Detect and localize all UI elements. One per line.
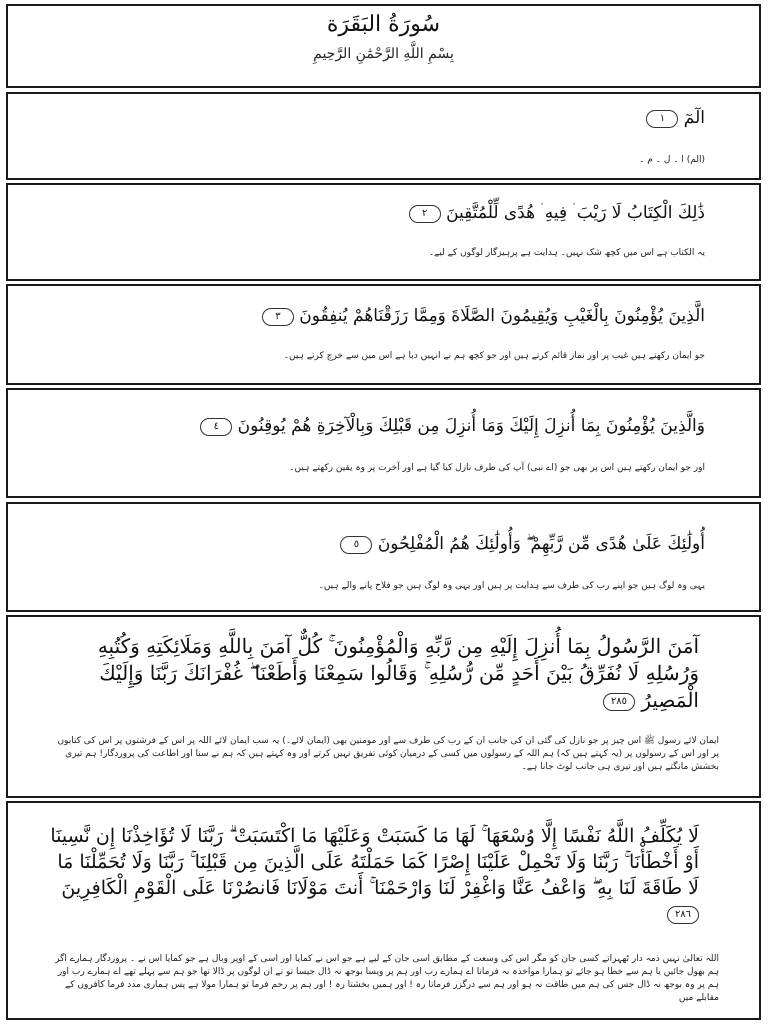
bismillah: بِسْمِ اللَّهِ الرَّحْمَٰنِ الرَّحِيمِ — [313, 46, 454, 62]
ayah-number-1-icon: ١ — [646, 110, 678, 128]
verse-panel-286 — [6, 801, 761, 1020]
verse-285-text: آمَنَ الرَّسُولُ بِمَا أُنزِلَ إِلَيْهِ مِن رَّبِّهِ وَالْمُؤْمِنُونَ ۚ كُلٌّ آمَنَ بِاللَّهِ وَمَلَائِكَتِهِ وَكُتُبِهِ وَرُسُلِهِ لَا نُفَرِّقُ بَيْنَ أَحَدٍ مِّن رُّسُلِهِ ۚ وَقَالُوا سَمِعْنَا وَأَطَعْنَا ۖ غُفْرَانَكَ رَبَّنَا وَإِلَيْكَ الْمَصِيرُ — [97, 634, 699, 712]
verse-5-text: أُولَٰئِكَ عَلَىٰ هُدًى مِّن رَّبِّهِمْ ۖ وَأُولَٰئِكَ هُمُ الْمُفْلِحُونَ — [377, 534, 705, 554]
verse-3-translation: جو ایمان رکھتے ہیں غیب پر اور نماز قائم کرتے ہیں اور جو کچھ ہم نے انہیں دیا ہے اس میں سے خرچ کرتے ہیں۔ — [283, 351, 705, 361]
ayah-number-285-icon: ٢٨٥ — [603, 693, 635, 711]
verse-2-translation: یہ الکتاب ہے اس میں کچھ شک نہیں۔ ہدایت ہے پرہیزگار لوگوں کے لیے۔ — [428, 248, 705, 258]
verse-2-arabic — [403, 203, 705, 223]
verse-1-translation: (الم) ا ۔ ل ۔ م ۔ — [639, 155, 705, 165]
verse-4-arabic — [194, 416, 705, 436]
ayah-number-5-icon: ٥ — [340, 536, 372, 554]
ayah-number-3-icon: ٣ — [262, 308, 294, 326]
verse-3-text: الَّذِينَ يُؤْمِنُونَ بِالْغَيْبِ وَيُقِيمُونَ الصَّلَاةَ وَمِمَّا رَزَقْنَاهُمْ يُنفِقُونَ — [299, 306, 705, 326]
verse-286-translation: اللہ تعالیٰ نہیں ذمہ دار ٹھہراتے کسی جان کو مگر اس کی وسعت کے مطابق اسی جان کے لیے ہے جو اس نے کمایا اور اسی کے اوپر وبال ہے جو کمایا اس نے ۔ پروردگار ہمارے اگر ہم بھول جائیں یا ہم سے خطا ہو جائے تو ہمارا مواخذہ نہ فرمانا اے ہمارے رب اور ہم پر ویسا بوجھ نہ ڈال جیسا تو نے ان لوگوں پر ڈالا تھا جو ہم سے پہلے تھے اے ہمارے رب اور ہم پر وہ بوجھ نہ ڈال جس کی ہم میں طاقت نہ ہو اور ہم سے درگزر فرماتا رہ ! اور ہمیں بخشتا رہ ! اور ہم پر رحم فرما تو ہمارا مولا ہے پس ہماری مدد فرما کافروں کے مقابلے میں — [55, 954, 719, 1003]
verse-1-text: الٓمٓ — [683, 108, 705, 128]
verse-panel-1 — [6, 92, 761, 180]
surah-header-panel — [6, 4, 761, 88]
ayah-number-286-icon: ٢٨٦ — [667, 906, 699, 924]
verse-286-text: لَا يُكَلِّفُ اللَّهُ نَفْسًا إِلَّا وُسْعَهَا ۚ لَهَا مَا كَسَبَتْ وَعَلَيْهَا مَا اكْتَسَبَتْ ۗ رَبَّنَا لَا تُؤَاخِذْنَا إِن نَّسِينَا أَوْ أَخْطَأْنَا ۚ رَبَّنَا وَلَا تَحْمِلْ عَلَيْنَا إِصْرًا كَمَا حَمَلْتَهُ عَلَى الَّذِينَ مِن قَبْلِنَا ۚ رَبَّنَا وَلَا تُحَمِّلْنَا مَا لَا طَاقَةَ لَنَا بِهِ ۖ وَاعْفُ عَنَّا وَاغْفِرْ لَنَا وَارْحَمْنَا ۚ أَنتَ مَوْلَانَا فَانصُرْنَا عَلَى الْقَوْمِ الْكَافِرِينَ — [50, 825, 699, 899]
verse-4-text: وَالَّذِينَ يُؤْمِنُونَ بِمَا أُنزِلَ إِلَيْكَ وَمَا أُنزِلَ مِن قَبْلِكَ وَبِالْآخِرَةِ هُمْ يُوقِنُونَ — [237, 416, 705, 436]
verse-285-arabic — [44, 633, 699, 714]
verse-panel-5 — [6, 502, 761, 612]
verse-4-translation: اور جو ایمان رکھتے ہیں اس پر بھی جو (اے نبی) آپ کی طرف نازل کیا گیا ہے اور آخرت پر وہ یقین رکھتے ہیں۔ — [289, 463, 705, 473]
verse-286-arabic — [44, 823, 699, 927]
ayah-number-4-icon: ٤ — [200, 418, 232, 436]
verse-1-arabic — [640, 108, 705, 128]
verse-285-translation: ایمان لائے رسول ﷺ اس چیز پر جو نازل کی گئی ان کی جانب ان کے رب کی طرف سے اور مومنین بھی (ایمان لائے۔) یہ سب ایمان لائے اللہ پر اس کے فرشتوں پر اس کی کتابوں پر اور اس کے رسولوں پر (یہ کہتے ہیں کہ) ہم اللہ کے رسولوں میں کسی کے درمیان کوئی تفریق نہیں کرتے اور وہ کہتے ہیں کہ ہم نے سنا اور اطاعت کی پروردگار! ہم تیری بخشش مانگتے ہیں اور تیری ہی جانب لوٹ جانا ہے۔ — [57, 736, 719, 772]
verse-5-arabic — [334, 534, 705, 554]
surah-title: سُورَةُ البَقَرَة — [326, 12, 441, 37]
ayah-number-2-icon: ٢ — [409, 205, 441, 223]
verse-panel-2 — [6, 183, 761, 281]
verse-5-translation: یہی وہ لوگ ہیں جو اپنے رب کی طرف سے ہدایت پر ہیں اور یہی وہ لوگ ہیں جو فلاح پانے والے ہیں۔ — [318, 581, 705, 591]
verse-panel-285 — [6, 615, 761, 798]
verse-2-text: ذَٰلِكَ الْكِتَابُ لَا رَيْبَ ۛ فِيهِ ۛ هُدًى لِّلْمُتَّقِينَ — [446, 203, 705, 223]
verse-3-arabic — [256, 306, 705, 326]
verse-panel-3 — [6, 284, 761, 385]
verse-panel-4 — [6, 388, 761, 498]
